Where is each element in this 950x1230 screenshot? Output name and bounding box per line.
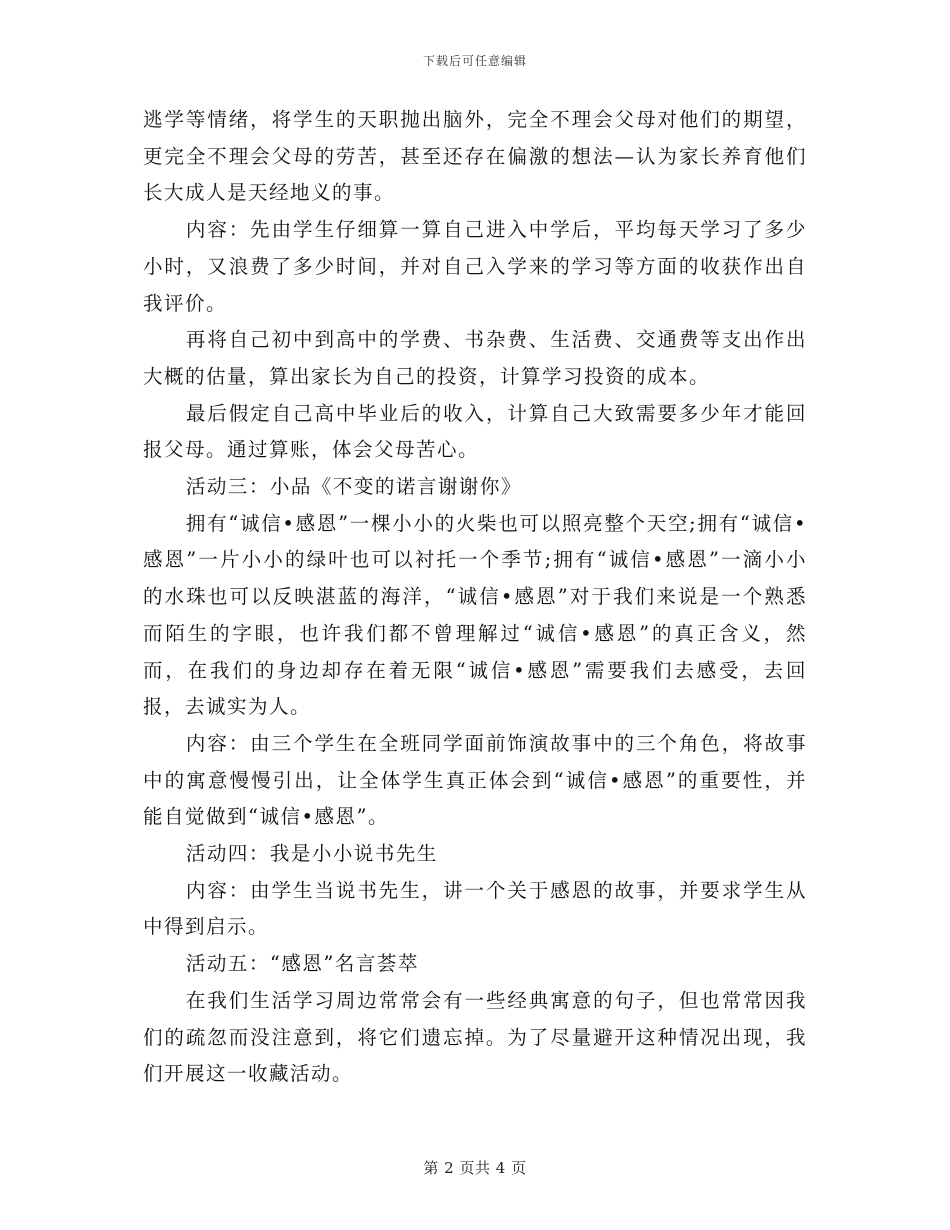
paragraph-4: 最后假定自己高中毕业后的收入，计算自己大致需要多少年才能回报父母。通过算账，体会父母苦心。 [143, 401, 807, 462]
activity-four-heading: 活动四：我是小小说书先生 [185, 842, 438, 866]
paragraph-1: 逃学等情绪，将学生的天职抛出脑外，完全不理会父母对他们的期望，更完全不理会父母的劳苦，甚至还存在偏激的想法—认为家长养育他们长大成人是天经地义的事。 [143, 108, 807, 205]
paragraph-11: 在我们生活学习周边常常会有一些经典寓意的句子，但也常常因我们的疏忽而没注意到，将它们遗忘掉。为了尽量避开这种情况出现，我们开展这一收藏活动。 [143, 988, 807, 1086]
activity-five-heading: 活动五：“感恩”名言荟萃 [185, 952, 419, 976]
page-header: 下载后可任意编辑 [422, 54, 527, 68]
paragraph-6: 拥有“诚信•感恩”一棵小小的火柴也可以照亮整个天空;拥有“诚信•感恩”一片小小的绿叶也可以衬托一个季节;拥有“诚信•感恩”一滴小小的水珠也可以反映湛蓝的海洋，“诚信•感恩”对于我们来说是一个熟悉而陌生的字眼，也许我们都不曾理解过“诚信•感恩”的真正含义，然而，在我们的身边却存在着无限“诚信•感恩”需要我们去感受，去回报，去诚实为人。 [143, 511, 807, 719]
paragraph-7: 内容：由三个学生在全班同学面前饰演故事中的三个角色，将故事中的寓意慢慢引出，让全体学生真正体会到“诚信•感恩”的重要性，并能自觉做到“诚信•感恩”。 [143, 731, 807, 829]
document-body [143, 102, 807, 1093]
paragraph-3: 再将自己初中到高中的学费、书杂费、生活费、交通费等支出作出大概的估量，算出家长为自己的投资，计算学习投资的成本。 [143, 328, 807, 388]
paragraph-9: 内容：由学生当说书先生，讲一个关于感恩的故事，并要求学生从中得到启示。 [143, 878, 807, 939]
paragraph-2: 内容：先由学生仔细算一算自己进入中学后，平均每天学习了多少小时，又浪费了多少时间，并对自己入学来的学习等方面的收获作出自我评价。 [143, 218, 807, 315]
activity-three-heading: 活动三：小品《不变的诺言谢谢你》 [185, 475, 522, 499]
page-footer: 第 2 页共 4 页 [423, 1159, 527, 1177]
